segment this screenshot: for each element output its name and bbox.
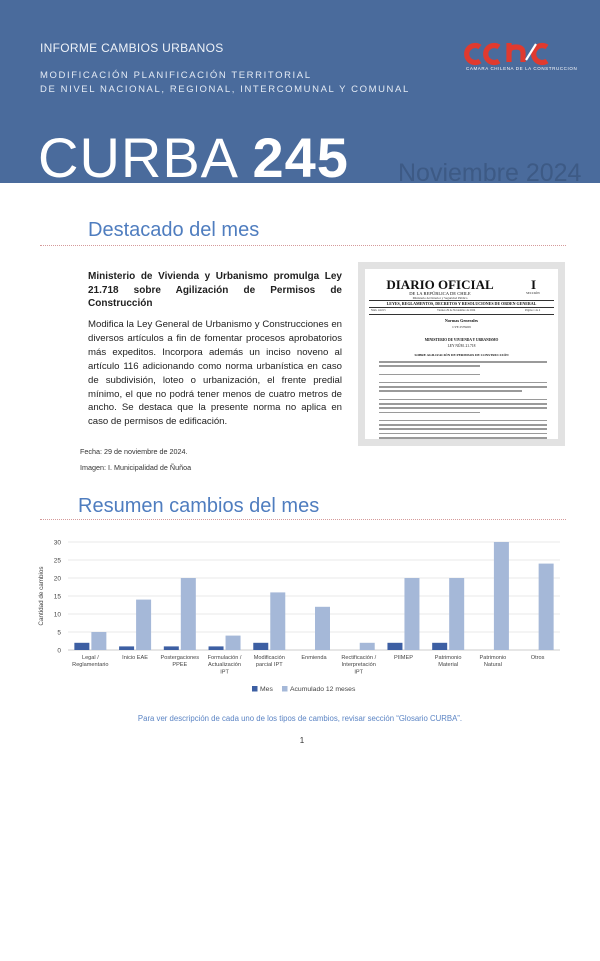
legend-swatch [282, 686, 288, 692]
diario-law-title: SOBRE AGILIZACIÓN DE PERMISOS DE CONSTRUCCIÓN [414, 353, 509, 357]
report-title: INFORME CAMBIOS URBANOS [40, 41, 224, 55]
report-subtitle-line1: MODIFICACIÓN PLANIFICACIÓN TERRITORIAL [40, 70, 312, 81]
y-tick-label: 25 [53, 557, 61, 565]
report-subtitle [40, 69, 410, 97]
bar-acumulado [226, 636, 241, 650]
bar-mes [119, 646, 134, 650]
bar-mes [164, 646, 179, 650]
featured-body: Modifica la Ley General de Urbanismo y Construcciones en diversos artículos a fin de fomentar procesos aprobatorios más expeditos. Incorpora además un inciso noveno al artículo 116 adicionando como norma urbanística en caso de subdivisión, loteo o urbanización, el frente predial mínimo, el que no podrá tener menos de cuatro metros de ancho. Se destaca que la presente norma no aplica en caso de permisos de edificación. [88, 319, 342, 428]
x-tick-label: Modificación parcial IPT [253, 655, 285, 669]
x-tick-label: Inicio EAE [122, 655, 148, 661]
y-tick-label: 5 [57, 629, 61, 637]
diario-meta-right: Página 1 de 4 [525, 309, 541, 312]
y-tick-label: 30 [53, 539, 61, 547]
diario-masthead-sub2: Ministerio del Interior y Seguridad Pública [412, 296, 468, 300]
diario-meta-center: Viernes 29 de Noviembre de 2024 [437, 309, 476, 312]
bar-acumulado [136, 600, 151, 650]
featured-title: Ministerio de Vivienda y Urbanismo promulga Ley 21.718 sobre Agilización de Permisos de Construcción [88, 271, 342, 309]
legend-swatch [252, 686, 258, 692]
bar-mes [253, 643, 268, 650]
issue-number: 245 [252, 126, 349, 189]
bar-mes [209, 646, 224, 650]
diario-band: LEYES, REGLAMENTOS, DECRETOS Y RESOLUCIONES DE ORDEN GENERAL [386, 301, 537, 306]
diario-section-label: SECCIÓN [526, 291, 540, 295]
featured-date: Fecha: 29 de noviembre de 2024. [80, 447, 188, 456]
diario-oficial-page [365, 269, 558, 439]
diario-ministry: MINISTERIO DE VIVIENDA Y URBANISMO [424, 338, 499, 342]
y-tick-label: 20 [53, 575, 61, 583]
summary-divider [40, 519, 566, 520]
y-axis-label: Cantidad de cambios [38, 566, 45, 626]
header-banner [0, 0, 600, 189]
x-tick-label: Legal / Reglamentario [72, 655, 109, 669]
bar-acumulado [91, 632, 106, 650]
bar-acumulado [315, 607, 330, 650]
legend-label: Acumulado 12 meses [290, 686, 356, 693]
x-tick-label: Rectificación / Interpretación IPT [341, 655, 377, 676]
x-tick-label: Postergaciones PPEE [160, 655, 200, 669]
featured-image-credit: Imagen: I. Municipalidad de Ñuñoa [80, 463, 192, 472]
diario-normas: Normas Generales [444, 318, 479, 323]
bar-acumulado [494, 542, 509, 650]
diario-body-text [379, 361, 547, 439]
publication-name: CURBA [38, 126, 236, 189]
y-tick-label: 10 [53, 611, 61, 619]
bar-acumulado [181, 578, 196, 650]
issue-date: Noviembre 2024 [398, 159, 582, 187]
bar-mes [432, 643, 447, 650]
diario-oficial-image [358, 262, 565, 446]
bar-acumulado [539, 564, 554, 650]
x-tick-label: Patrimonio Material [434, 655, 462, 669]
report-subtitle-line2: DE NIVEL NACIONAL, REGIONAL, INTERCOMUNAL Y COMUNAL [40, 84, 410, 95]
x-tick-label: PIIMEP [393, 655, 413, 661]
diario-section-number: I [531, 277, 537, 292]
featured-heading: Destacado del mes [88, 219, 260, 241]
diario-meta-left: Núm. 44.015 [371, 309, 386, 312]
changes-bar-chart [30, 530, 570, 705]
featured-divider [40, 245, 566, 246]
y-tick-label: 0 [57, 647, 61, 655]
legend-label: Mes [260, 686, 273, 693]
summary-heading: Resumen cambios del mes [78, 495, 320, 517]
bar-acumulado [270, 592, 285, 650]
cchc-logo-caption: CAMARA CHILENA DE LA CONSTRUCCION [466, 66, 578, 71]
x-tick-label: Otros [530, 655, 545, 661]
x-tick-label: Patrimonio Natural [479, 655, 507, 669]
bar-acumulado [360, 643, 375, 650]
page-number: 1 [299, 736, 305, 745]
diario-rule [369, 314, 554, 315]
bar-acumulado [404, 578, 419, 650]
diario-masthead-sub: DE LA REPÚBLICA DE CHILE [409, 291, 471, 296]
publication-title [38, 128, 349, 188]
diario-rule [369, 307, 554, 308]
bar-mes [74, 643, 89, 650]
bar-mes [387, 643, 402, 650]
diario-law: LEY NÚM. 21.718 [447, 344, 476, 348]
y-tick-label: 15 [53, 593, 61, 601]
x-tick-label: Formulación / Actualización IPT [207, 655, 242, 676]
diario-masthead: DIARIO OFICIAL [386, 277, 494, 292]
x-tick-label: Enmienda [301, 655, 327, 661]
chart-footnote: Para ver descripción de cada uno de los tipos de cambios, revisar sección “Glosario CURBA”. [137, 714, 463, 723]
bar-acumulado [449, 578, 464, 650]
diario-cve: CVE 2579459 [452, 325, 471, 329]
